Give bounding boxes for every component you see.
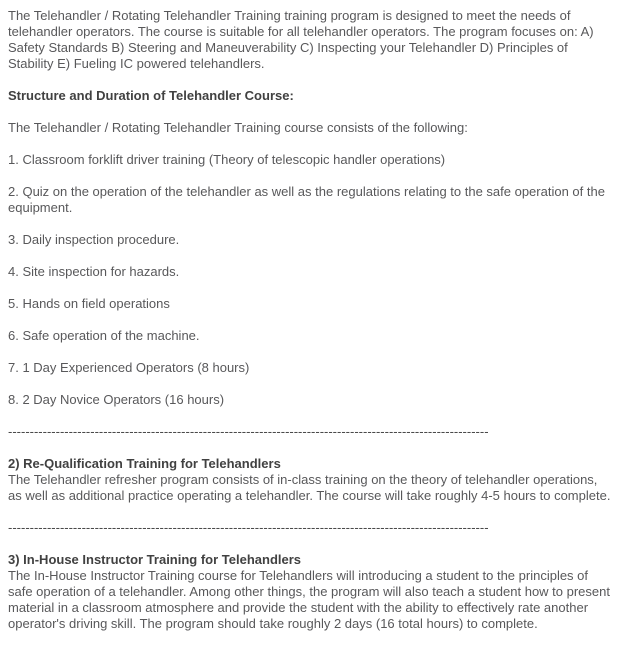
- course-item-7: 7. 1 Day Experienced Operators (8 hours): [8, 360, 250, 375]
- article-content: [8, 8, 611, 632]
- inhouse-instructor-section: [8, 552, 611, 632]
- structure-duration-heading: Structure and Duration of Telehandler Course:: [8, 88, 294, 103]
- section-title: 2) Re-Qualification Training for Telehandlers: [8, 456, 281, 471]
- course-item-3: 3. Daily inspection procedure.: [8, 232, 180, 247]
- requalification-section: [8, 456, 611, 504]
- course-item-5: 5. Hands on field operations: [8, 296, 170, 311]
- section-body: The Telehandler refresher program consists of in-class training on the theory of telehandler operations, as well as additional practice operating a telehandler. The course will take roughly 4-5 hours to complete.: [8, 472, 611, 503]
- course-item-2: 2. Quiz on the operation of the telehandler as well as the regulations relating to the safe operation of the equipment.: [8, 184, 605, 215]
- intro-paragraph: The Telehandler / Rotating Telehandler Training training program is designed to meet the needs of telehandler operators. The course is suitable for all telehandler operators. The program focuses on: A) Safety Standards B) Steering and Maneuverability C) Inspecting your Telehandler D) Principles of Stability E) Fueling IC powered telehandlers.: [8, 8, 594, 71]
- section-title: 3) In-House Instructor Training for Telehandlers: [8, 552, 302, 567]
- divider-line-1: ---------------------------------------------------------------------------------------------------------------: [8, 424, 489, 439]
- course-item-1: 1. Classroom forklift driver training (Theory of telescopic handler operations): [8, 152, 446, 167]
- section-body: The In-House Instructor Training course for Telehandlers will introducing a student to the principles of safe operation of a telehandler. Among other things, the program will also teach a student how to present material in a classroom atmosphere and provide the student with the ability to effectively rate another operator's driving skill. The program should take roughly 2 days (16 total hours) to complete.: [8, 568, 610, 631]
- course-item-4: 4. Site inspection for hazards.: [8, 264, 180, 279]
- course-item-6: 6. Safe operation of the machine.: [8, 328, 200, 343]
- course-item-8: 8. 2 Day Novice Operators (16 hours): [8, 392, 225, 407]
- divider-line-2: ---------------------------------------------------------------------------------------------------------------: [8, 520, 489, 535]
- course-overview-paragraph: The Telehandler / Rotating Telehandler Training course consists of the following:: [8, 120, 468, 135]
